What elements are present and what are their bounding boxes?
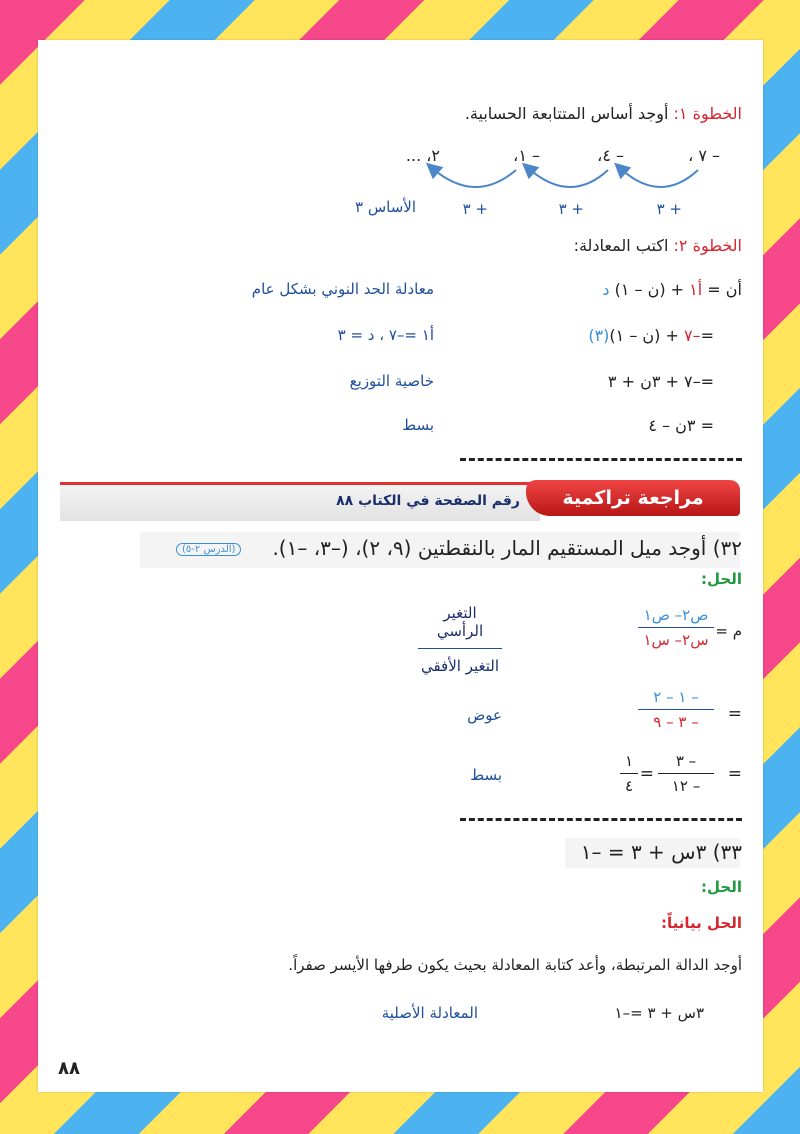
slope-num: ص٢– ص١ — [643, 606, 709, 624]
base-label: الأساس ٣ — [354, 198, 416, 216]
eq2-b: –٧ — [684, 326, 701, 345]
eq3-note: خاصية التوزيع — [349, 372, 434, 390]
step1-text: أوجد أساس المتتابعة الحسابية. — [464, 104, 669, 123]
eq1-d: د — [602, 280, 610, 299]
eq-row-1 — [602, 280, 742, 299]
slope-note-num: التغير الرأسي — [436, 604, 484, 640]
slope-eq-3b: = — [639, 764, 654, 784]
slope-fraction-simplified — [658, 752, 714, 795]
eq1-a: أن = — [702, 280, 742, 299]
q33-solution-label: الحل: — [701, 878, 742, 896]
q33-text: ٣٣) ٣س + ٣ = –١ — [580, 840, 742, 864]
eq1-b: أ١ — [689, 280, 703, 299]
step1-label: الخطوة ١: — [673, 104, 742, 123]
cumulative-review-bar — [60, 476, 740, 518]
divider-2 — [460, 818, 742, 821]
eq2-a: = — [700, 326, 714, 345]
slope-r3-num: – ٣ — [675, 752, 697, 770]
q33-instruction: أوجد الدالة المرتبطة، وأعد كتابة المعادلة بحيث يكون طرفها الأيسر صفراً. — [288, 956, 742, 974]
q32-solution-label: الحل: — [701, 570, 742, 588]
eq-row-3: =–٧ + ٣ن + ٣ — [607, 372, 714, 391]
review-track — [60, 482, 540, 521]
slope-eq-2: = — [727, 704, 742, 724]
eq-row-2 — [588, 326, 714, 345]
slope-fraction-sub — [638, 688, 714, 731]
eq4-note: بسط — [402, 416, 434, 434]
slope-r3-den: – ١٢ — [671, 777, 701, 795]
slope-m: م = — [715, 622, 742, 640]
sequence-arrows — [420, 160, 720, 200]
arrow-1 — [620, 168, 698, 187]
seq-term-2: – ٤، — [597, 146, 624, 165]
page-number: ٨٨ — [58, 1058, 80, 1079]
slope-r3-note: بسط — [470, 766, 502, 784]
slope-den: س٢– س١ — [643, 631, 709, 649]
arrow-3 — [432, 168, 516, 187]
q33-eq: ٣س + ٣ =–١ — [614, 1004, 704, 1022]
arrow-2 — [528, 168, 608, 187]
eq2-d: (٣) — [588, 326, 610, 345]
step1-line — [465, 104, 742, 123]
eq2-note: أ١ =–٧ ، د = ٣ — [337, 326, 434, 344]
diff-1: + ٣ — [656, 200, 682, 218]
seq-term-3: – ١، — [513, 146, 540, 165]
diff-3: + ٣ — [462, 200, 488, 218]
diff-2: + ٣ — [558, 200, 584, 218]
seq-term-1: – ٧ ، — [688, 146, 720, 165]
q33-eq-note: المعادلة الأصلية — [381, 1004, 478, 1022]
slope-fraction-formula — [638, 606, 714, 649]
q33-graph-label: الحل بيانياً: — [661, 914, 742, 932]
seq-term-4: ٢، ... — [405, 146, 440, 165]
page-ref: رقم الصفحة في الكتاب ٨٨ — [336, 493, 520, 509]
eq1-note: معادلة الحد النوني بشكل عام — [251, 280, 434, 298]
slope-r2-note: عوض — [467, 706, 502, 724]
slope-r2-den: – ٣ – ٩ — [653, 713, 699, 731]
q32-text: ٣٢) أوجد ميل المستقيم المار بالنقطتين (٩، ٢)، (–٣، –١). — [272, 536, 742, 560]
slope-r3-four: ٤ — [624, 777, 634, 795]
review-title: مراجعة تراكمية — [526, 480, 740, 516]
step2-label: الخطوة ٢: — [673, 236, 742, 255]
step2-line — [574, 236, 742, 255]
slope-r3-one: ١ — [624, 752, 634, 770]
divider-1 — [460, 458, 742, 461]
slope-eq-3: = — [727, 764, 742, 784]
step2-text: اكتب المعادلة: — [573, 236, 669, 255]
slope-note-den: التغير الأفقي — [420, 657, 500, 675]
slope-words — [418, 604, 502, 675]
slope-fraction-result — [620, 752, 638, 795]
eq1-c: + (ن – ١) — [609, 280, 690, 299]
eq2-c: + (ن – ١) — [609, 326, 684, 345]
eq-row-4: = ٣ن – ٤ — [648, 416, 714, 435]
q32-lesson-badge: (الدرس ٢-٥) — [176, 543, 241, 556]
slope-r2-num: – ١ – ٢ — [653, 688, 699, 706]
